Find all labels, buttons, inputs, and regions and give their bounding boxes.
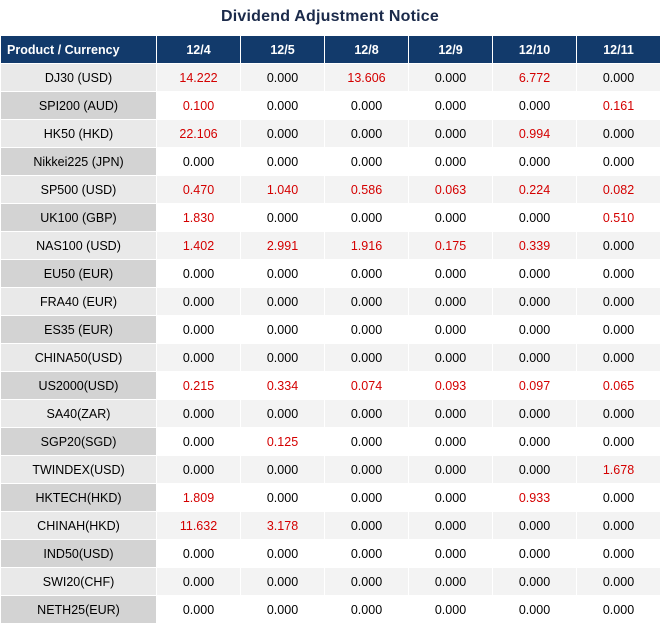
dividend-value-cell: 0.000 (493, 344, 577, 372)
dividend-value-cell: 0.161 (577, 92, 660, 120)
dividend-value-cell: 0.000 (241, 204, 325, 232)
dividend-value-cell: 0.000 (577, 288, 660, 316)
product-currency-cell: IND50(USD) (1, 540, 157, 568)
dividend-value-cell: 0.000 (409, 260, 493, 288)
table-row (1, 568, 660, 596)
dividend-value-cell: 0.065 (577, 372, 660, 400)
dividend-value-cell: 0.000 (577, 400, 660, 428)
dividend-value-cell: 13.606 (325, 64, 409, 92)
column-header-date-1: 12/4 (157, 36, 241, 64)
product-currency-cell: Nikkei225 (JPN) (1, 148, 157, 176)
dividend-value-cell: 0.000 (493, 512, 577, 540)
dividend-value-cell: 0.000 (241, 596, 325, 624)
dividend-value-cell: 0.000 (409, 540, 493, 568)
dividend-value-cell: 0.000 (493, 316, 577, 344)
dividend-value-cell: 0.000 (325, 92, 409, 120)
dividend-value-cell: 0.000 (325, 316, 409, 344)
dividend-value-cell: 0.000 (577, 148, 660, 176)
table-row (1, 316, 660, 344)
title-bar (0, 0, 660, 35)
dividend-value-cell: 0.000 (409, 568, 493, 596)
dividend-value-cell: 0.000 (157, 316, 241, 344)
dividend-value-cell: 3.178 (241, 512, 325, 540)
dividend-value-cell: 0.000 (493, 568, 577, 596)
dividend-value-cell: 22.106 (157, 120, 241, 148)
dividend-value-cell: 0.933 (493, 484, 577, 512)
dividend-value-cell: 0.000 (325, 148, 409, 176)
dividend-value-cell: 0.000 (409, 428, 493, 456)
page-title: Dividend Adjustment Notice (221, 8, 439, 26)
dividend-value-cell: 0.000 (241, 288, 325, 316)
table-row (1, 512, 660, 540)
product-currency-cell: TWINDEX(USD) (1, 456, 157, 484)
dividend-value-cell: 0.000 (409, 148, 493, 176)
dividend-value-cell: 0.000 (241, 120, 325, 148)
dividend-value-cell: 0.063 (409, 176, 493, 204)
dividend-value-cell: 0.510 (577, 204, 660, 232)
product-currency-cell: DJ30 (USD) (1, 64, 157, 92)
dividend-value-cell: 0.000 (409, 484, 493, 512)
dividend-value-cell: 0.000 (493, 456, 577, 484)
dividend-value-cell: 0.000 (325, 204, 409, 232)
dividend-value-cell: 0.000 (409, 596, 493, 624)
dividend-value-cell: 0.994 (493, 120, 577, 148)
product-currency-cell: NETH25(EUR) (1, 596, 157, 624)
dividend-value-cell: 0.000 (493, 428, 577, 456)
table-row (1, 232, 660, 260)
table-header (1, 36, 660, 64)
dividend-value-cell: 0.000 (157, 260, 241, 288)
product-currency-cell: UK100 (GBP) (1, 204, 157, 232)
dividend-value-cell: 0.000 (577, 344, 660, 372)
dividend-value-cell: 0.000 (493, 204, 577, 232)
dividend-value-cell: 0.000 (493, 400, 577, 428)
table-row (1, 260, 660, 288)
dividend-value-cell: 0.000 (325, 484, 409, 512)
column-header-date-3: 12/8 (325, 36, 409, 64)
table-row (1, 288, 660, 316)
dividend-value-cell: 0.000 (577, 120, 660, 148)
column-header-date-4: 12/9 (409, 36, 493, 64)
dividend-value-cell: 0.000 (577, 232, 660, 260)
dividend-value-cell: 0.000 (157, 540, 241, 568)
table-row (1, 204, 660, 232)
dividend-value-cell: 0.000 (325, 512, 409, 540)
column-header-product: Product / Currency (1, 36, 157, 64)
dividend-value-cell: 6.772 (493, 64, 577, 92)
dividend-value-cell: 0.000 (577, 568, 660, 596)
table-row (1, 64, 660, 92)
table-row (1, 92, 660, 120)
dividend-value-cell: 0.000 (325, 456, 409, 484)
dividend-value-cell: 0.000 (577, 428, 660, 456)
dividend-value-cell: 0.100 (157, 92, 241, 120)
table-row (1, 176, 660, 204)
product-currency-cell: EU50 (EUR) (1, 260, 157, 288)
dividend-value-cell: 0.082 (577, 176, 660, 204)
dividend-value-cell: 0.334 (241, 372, 325, 400)
column-header-date-5: 12/10 (493, 36, 577, 64)
dividend-value-cell: 0.000 (493, 148, 577, 176)
dividend-table (0, 35, 660, 624)
table-row (1, 400, 660, 428)
dividend-value-cell: 0.000 (325, 288, 409, 316)
dividend-value-cell: 0.000 (409, 456, 493, 484)
dividend-value-cell: 0.000 (157, 344, 241, 372)
dividend-value-cell: 0.000 (577, 484, 660, 512)
product-currency-cell: FRA40 (EUR) (1, 288, 157, 316)
dividend-value-cell: 0.125 (241, 428, 325, 456)
dividend-value-cell: 0.000 (325, 568, 409, 596)
dividend-value-cell: 0.097 (493, 372, 577, 400)
dividend-value-cell: 11.632 (157, 512, 241, 540)
dividend-value-cell: 1.040 (241, 176, 325, 204)
dividend-value-cell: 0.000 (241, 400, 325, 428)
dividend-value-cell: 0.000 (409, 120, 493, 148)
dividend-value-cell: 0.000 (409, 204, 493, 232)
dividend-value-cell: 0.000 (577, 596, 660, 624)
dividend-value-cell: 0.000 (157, 596, 241, 624)
dividend-value-cell: 0.000 (241, 316, 325, 344)
dividend-value-cell: 0.000 (577, 316, 660, 344)
table-row (1, 372, 660, 400)
dividend-value-cell: 0.000 (157, 456, 241, 484)
product-currency-cell: CHINAH(HKD) (1, 512, 157, 540)
dividend-value-cell: 0.000 (157, 148, 241, 176)
dividend-value-cell: 0.000 (157, 288, 241, 316)
dividend-value-cell: 0.215 (157, 372, 241, 400)
dividend-value-cell: 1.916 (325, 232, 409, 260)
dividend-value-cell: 0.000 (577, 540, 660, 568)
dividend-value-cell: 0.224 (493, 176, 577, 204)
table-row (1, 428, 660, 456)
product-currency-cell: SA40(ZAR) (1, 400, 157, 428)
dividend-value-cell: 0.000 (325, 344, 409, 372)
dividend-value-cell: 0.000 (157, 428, 241, 456)
table-row (1, 456, 660, 484)
dividend-value-cell: 0.000 (493, 92, 577, 120)
dividend-value-cell: 0.000 (409, 64, 493, 92)
table-header-row (1, 36, 660, 64)
product-currency-cell: NAS100 (USD) (1, 232, 157, 260)
dividend-value-cell: 0.470 (157, 176, 241, 204)
dividend-value-cell: 0.000 (325, 120, 409, 148)
dividend-value-cell: 0.000 (577, 64, 660, 92)
product-currency-cell: ES35 (EUR) (1, 316, 157, 344)
dividend-value-cell: 0.000 (493, 288, 577, 316)
table-row (1, 596, 660, 624)
product-currency-cell: SP500 (USD) (1, 176, 157, 204)
dividend-value-cell: 0.000 (409, 512, 493, 540)
dividend-value-cell: 1.678 (577, 456, 660, 484)
table-body (1, 64, 660, 624)
product-currency-cell: SWI20(CHF) (1, 568, 157, 596)
dividend-value-cell: 2.991 (241, 232, 325, 260)
dividend-value-cell: 0.000 (325, 260, 409, 288)
dividend-value-cell: 0.000 (157, 400, 241, 428)
dividend-value-cell: 0.000 (325, 428, 409, 456)
table-row (1, 148, 660, 176)
dividend-value-cell: 0.000 (409, 316, 493, 344)
dividend-value-cell: 0.000 (157, 568, 241, 596)
dividend-value-cell: 1.830 (157, 204, 241, 232)
dividend-value-cell: 0.000 (493, 540, 577, 568)
dividend-value-cell: 14.222 (157, 64, 241, 92)
product-currency-cell: CHINA50(USD) (1, 344, 157, 372)
column-header-date-2: 12/5 (241, 36, 325, 64)
dividend-value-cell: 0.000 (577, 260, 660, 288)
dividend-value-cell: 0.000 (241, 92, 325, 120)
dividend-value-cell: 0.000 (409, 92, 493, 120)
dividend-value-cell: 0.586 (325, 176, 409, 204)
dividend-value-cell: 0.000 (241, 260, 325, 288)
table-row (1, 120, 660, 148)
dividend-value-cell: 0.000 (325, 400, 409, 428)
dividend-value-cell: 0.000 (241, 456, 325, 484)
dividend-value-cell: 0.000 (325, 596, 409, 624)
dividend-value-cell: 0.000 (493, 260, 577, 288)
dividend-value-cell: 0.074 (325, 372, 409, 400)
dividend-value-cell: 0.000 (493, 596, 577, 624)
dividend-value-cell: 0.000 (577, 512, 660, 540)
product-currency-cell: HKTECH(HKD) (1, 484, 157, 512)
dividend-value-cell: 0.000 (241, 64, 325, 92)
product-currency-cell: SPI200 (AUD) (1, 92, 157, 120)
dividend-value-cell: 0.000 (409, 400, 493, 428)
dividend-value-cell: 0.000 (241, 540, 325, 568)
dividend-value-cell: 1.809 (157, 484, 241, 512)
dividend-value-cell: 0.339 (493, 232, 577, 260)
dividend-value-cell: 0.000 (241, 148, 325, 176)
column-header-date-6: 12/11 (577, 36, 660, 64)
table-row (1, 484, 660, 512)
product-currency-cell: SGP20(SGD) (1, 428, 157, 456)
product-currency-cell: US2000(USD) (1, 372, 157, 400)
table-row (1, 344, 660, 372)
dividend-value-cell: 0.175 (409, 232, 493, 260)
dividend-value-cell: 0.000 (409, 344, 493, 372)
dividend-value-cell: 0.000 (325, 540, 409, 568)
table-row (1, 540, 660, 568)
dividend-value-cell: 0.000 (241, 484, 325, 512)
dividend-value-cell: 0.000 (241, 568, 325, 596)
dividend-value-cell: 1.402 (157, 232, 241, 260)
dividend-value-cell: 0.000 (241, 344, 325, 372)
dividend-value-cell: 0.093 (409, 372, 493, 400)
dividend-value-cell: 0.000 (409, 288, 493, 316)
product-currency-cell: HK50 (HKD) (1, 120, 157, 148)
